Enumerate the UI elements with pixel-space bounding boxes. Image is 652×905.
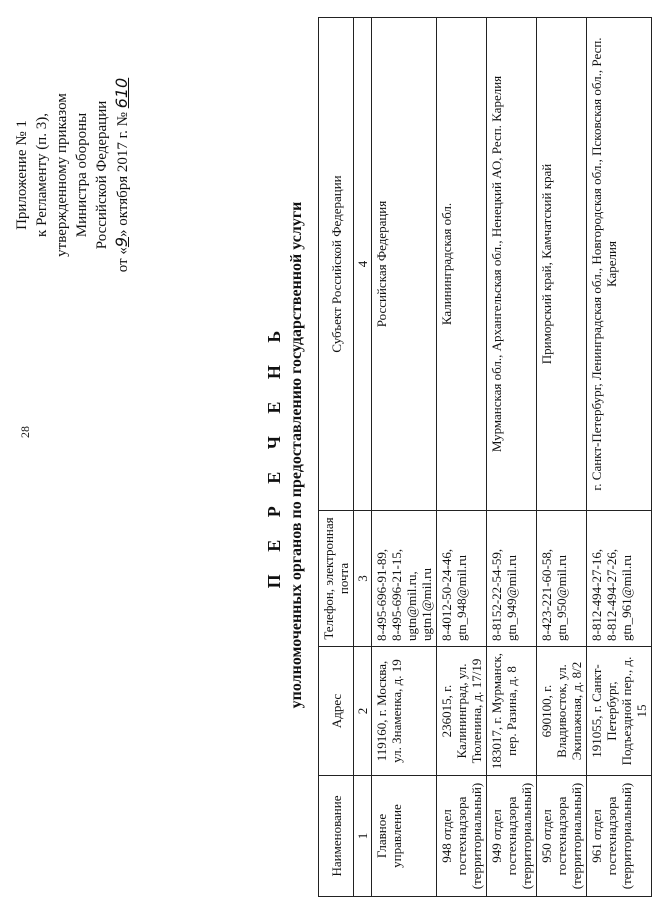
- phone: 8-423-221-60-58,: [539, 548, 554, 641]
- column-number: 2: [354, 647, 372, 776]
- title-heading: П Е Р Е Ч Е Н Ь: [264, 321, 284, 589]
- date-middle: » октября 2017 г. №: [115, 112, 131, 237]
- appendix-line: Приложение № 1: [14, 120, 30, 230]
- phone: 8-495-696-21-15,: [389, 548, 404, 641]
- email: ugtn1@mil.ru: [419, 568, 434, 641]
- table-row: [587, 18, 652, 897]
- cell-phone: [437, 511, 487, 647]
- cell-address: 119160, г. Москва, ул. Знаменка, д. 19: [372, 647, 437, 776]
- appendix-line: Российской Федерации: [94, 100, 110, 250]
- column-number: 1: [354, 776, 372, 897]
- cell-address: 236015, г. Калининград, ул. Тюленина, д. 17/19: [437, 647, 487, 776]
- header-name: Наименование: [319, 776, 354, 897]
- header-subject: Субъект Российской Федерации: [319, 18, 354, 511]
- appendix-line: утвержденному приказом: [54, 93, 70, 257]
- cell-address: 183017, г. Мурманск, пер. Разина, д. 8: [487, 647, 537, 776]
- cell-subject: Мурманская обл., Архангельская обл., Ненецкий АО, Респ. Карелия: [487, 18, 537, 511]
- email: gtn_961@mil.ru: [619, 555, 634, 641]
- title-subheading: уполномоченных органов по предоставлению государственной услуги: [288, 201, 305, 709]
- page-number: 28: [18, 426, 32, 438]
- cell-address: 690100, г. Владивосток, ул. Экипажная, д. 8/2: [537, 647, 587, 776]
- cell-phone: [537, 511, 587, 647]
- phone: 8-495-696-91-89,: [374, 548, 389, 641]
- cell-name: 961 отдел гостехнадзора (территориальный): [587, 776, 652, 897]
- email: ugtn@mil.ru,: [404, 571, 419, 641]
- column-number: 3: [354, 511, 372, 647]
- phone: 8-812-494-27-26,: [604, 548, 619, 641]
- header-address: Адрес: [319, 647, 354, 776]
- date-prefix: от «: [115, 247, 131, 273]
- appendix-line: к Регламенту (п. 3),: [34, 113, 50, 237]
- appendix-date: [112, 25, 133, 325]
- cell-subject: г. Санкт-Петербург, Ленинградская обл., Новгородская обл., Псковская обл., Респ. Карелия: [587, 18, 652, 511]
- column-number-row: [354, 18, 372, 897]
- header-phone: Телефон, электронная почта: [319, 511, 354, 647]
- table-header-row: [319, 18, 354, 897]
- table-row: [537, 18, 587, 897]
- email: gtn_950@mil.ru: [554, 555, 569, 641]
- cell-subject: Приморский край, Камчатский край: [537, 18, 587, 511]
- cell-name: 948 отдел гостехнадзора (территориальный): [437, 776, 487, 897]
- email: gtn_948@mil.ru: [454, 555, 469, 641]
- phone: 8-8152-22-54-59,: [489, 548, 504, 641]
- authorities-table: [318, 17, 652, 897]
- order-number: 610: [112, 77, 131, 109]
- cell-name: 949 отдел гостехнадзора (территориальный): [487, 776, 537, 897]
- cell-name: Главное управление: [372, 776, 437, 897]
- cell-phone: [487, 511, 537, 647]
- email: gtn_949@mil.ru: [504, 555, 519, 641]
- cell-name: 950 отдел гостехнадзора (территориальный): [537, 776, 587, 897]
- column-number: 4: [354, 18, 372, 511]
- phone: 8-4012-50-24-46,: [439, 548, 454, 641]
- table-row: [437, 18, 487, 897]
- appendix-block: [12, 25, 133, 325]
- phone: 8-812-494-27-16,: [589, 548, 604, 641]
- cell-subject: Калининградская обл.: [437, 18, 487, 511]
- document-title: [262, 65, 308, 845]
- date-day: 9: [112, 236, 131, 248]
- cell-phone: [372, 511, 437, 647]
- cell-phone: [587, 511, 652, 647]
- appendix-line: Министра обороны: [74, 112, 90, 238]
- cell-subject: Российская Федерация: [372, 18, 437, 511]
- cell-address: 191055, г. Санкт-Петербург, Подъездной пер., д. 15: [587, 647, 652, 776]
- table-row: [372, 18, 437, 897]
- table-row: [487, 18, 537, 897]
